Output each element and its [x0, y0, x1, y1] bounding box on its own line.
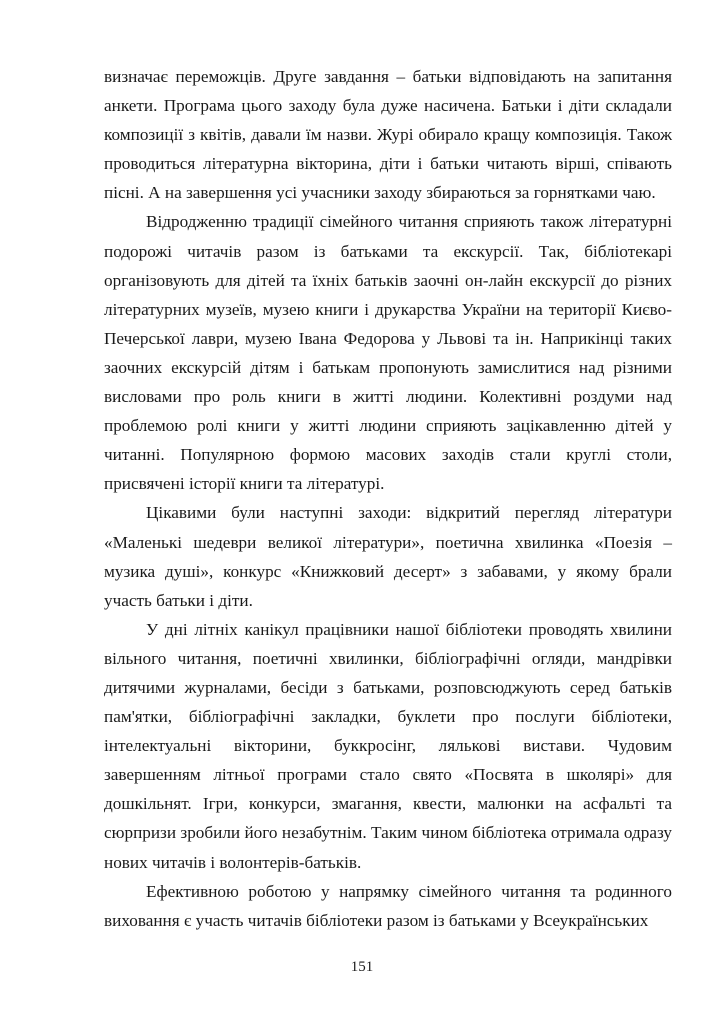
page-body-text — [104, 62, 672, 935]
paragraph-1: визначає переможців. Друге завдання – батьки відповідають на запитання анкети. Програма цього заходу була дуже насичена. Батьки і діти складали композиції з квітів, давали їм назви. Журі обирало кращу композиція. Також проводиться літературна вікторина, діти і батьки читають вірші, співають пісні. А на завершення усі учасники заходу збираються за горнятками чаю. — [104, 67, 672, 203]
paragraph-3: Цікавими були наступні заходи: відкритий перегляд літератури «Маленькі шедеври великої літератури», поетична хвилинка «Поезія – музика душі», конкурс «Книжковий десерт» з забавами, у якому брали участь батьки і діти. — [104, 503, 672, 610]
paragraph-2: Відродженню традиції сімейного читання сприяють також літературні подорожі читачів разом із батьками та екскурсії. Так, бібліотекарі організовують для дітей та їхніх батьків заочні он-лайн екскурсії до різних літературних музеїв, музею книги і друкарства України на території Києво-Печерської лаври, музею Івана Федорова у Львові та ін. Наприкінці таких заочних екскурсій дітям і батькам пропонують замислитися над різними висловами про роль книги в житті людини. Колективні роздуми над проблемою ролі книги у житті людини сприяють зацікавленню дітей у читанні. Популярною формою масових заходів стали круглі столи, присвячені історії книги та літературі. — [104, 212, 672, 494]
paragraph-4: У дні літніх канікул працівники нашої бібліотеки проводять хвилини вільного читання, поетичні хвилинки, бібліографічні огляди, мандрівки дитячими журналами, бесіди з батьками, розповсюджують серед батьків пам'ятки, бібліографічні закладки, буклети про послуги бібліотеки, інтелектуальні вікторини, буккросінг, лялькові вистави. Чудовим завершенням літньої програми стало свято «Посвята в школярі» для дошкільнят. Ігри, конкурси, змагання, квести, малюнки на асфальті та сюрпризи зробили його незабутнім. Таким чином бібліотека отримала одразу нових читачів і волонтерів-батьків. — [104, 619, 672, 872]
page-number: 151 — [350, 959, 374, 975]
paragraph-5: Ефективною роботою у напрямку сімейного читання та родинного виховання є участь читачів бібліотеки разом із батьками у Всеукраїнських — [104, 881, 672, 930]
